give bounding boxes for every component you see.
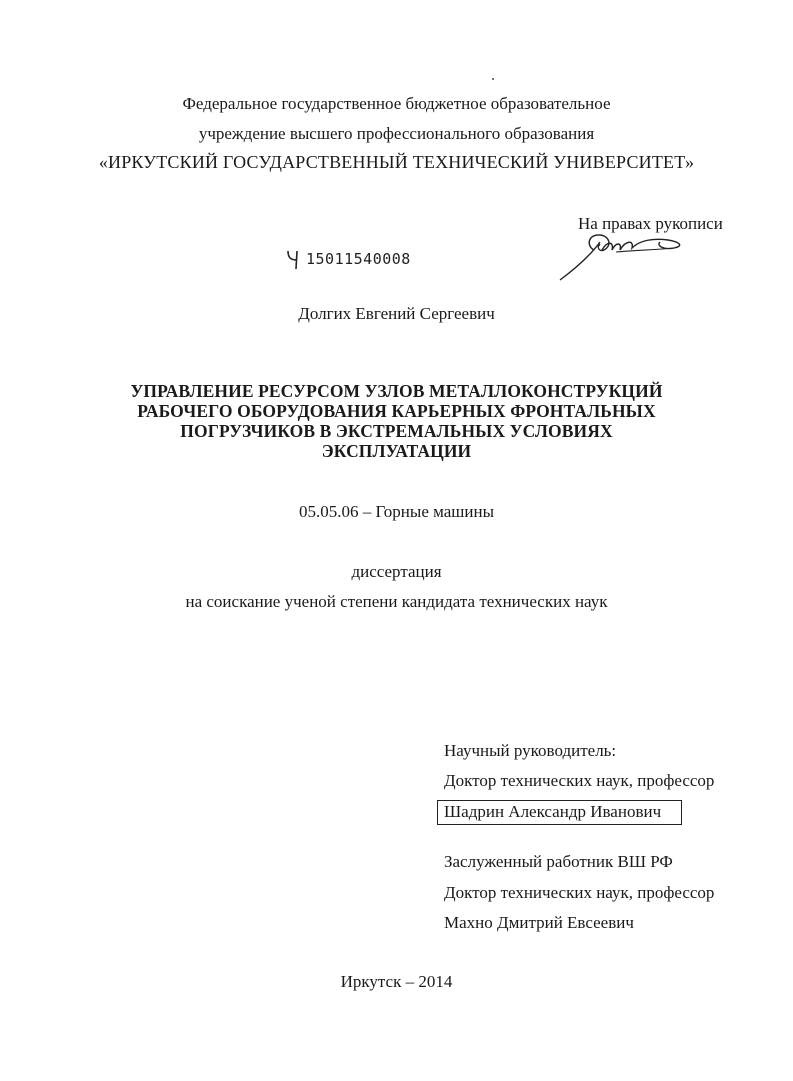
inventory-code: 15011540008 — [306, 250, 411, 268]
title-line-3: ПОГРУЗЧИКОВ В ЭКСТРЕМАЛЬНЫХ УСЛОВИЯХ — [180, 421, 613, 441]
signature — [556, 228, 696, 284]
document-type: диссертация — [351, 562, 442, 581]
manuscript-note: На правах рукописи — [578, 214, 723, 233]
supervisor-title: Доктор технических наук, профессор — [444, 771, 715, 790]
supervisor-label: Научный руководитель: — [444, 741, 617, 760]
header-line-1: Федеральное государственное бюджетное образовательное — [182, 94, 611, 113]
title-line-2: РАБОЧЕГО ОБОРУДОВАНИЯ КАРЬЕРНЫХ ФРОНТАЛЬНЫХ — [137, 401, 656, 421]
university-name: «ИРКУТСКИЙ ГОСУДАРСТВЕННЫЙ ТЕХНИЧЕСКИЙ УНИВЕРСИТЕТ» — [98, 152, 695, 172]
city-year: Иркутск – 2014 — [340, 972, 453, 991]
title-line-4: ЭКСПЛУАТАЦИИ — [321, 441, 472, 461]
supervisor-name: Шадрин Александр Иванович — [437, 800, 682, 825]
consultant-honor: Заслуженный работник ВШ РФ — [444, 852, 673, 871]
dissertation-title — [0, 381, 793, 461]
header-line-2: учреждение высшего профессионального образования — [198, 124, 595, 143]
inventory-mark-icon — [286, 249, 300, 271]
degree-line: на соискание ученой степени кандидата технических наук — [185, 592, 608, 611]
consultant-title: Доктор технических наук, профессор — [444, 883, 715, 902]
scan-speck — [492, 78, 494, 80]
specialty: 05.05.06 – Горные машины — [298, 502, 495, 521]
author-name: Долгих Евгений Сергеевич — [298, 304, 495, 323]
consultant-name: Махно Дмитрий Евсеевич — [444, 913, 634, 932]
title-line-1: УПРАВЛЕНИЕ РЕСУРСОМ УЗЛОВ МЕТАЛЛОКОНСТРУКЦИЙ — [130, 381, 663, 401]
